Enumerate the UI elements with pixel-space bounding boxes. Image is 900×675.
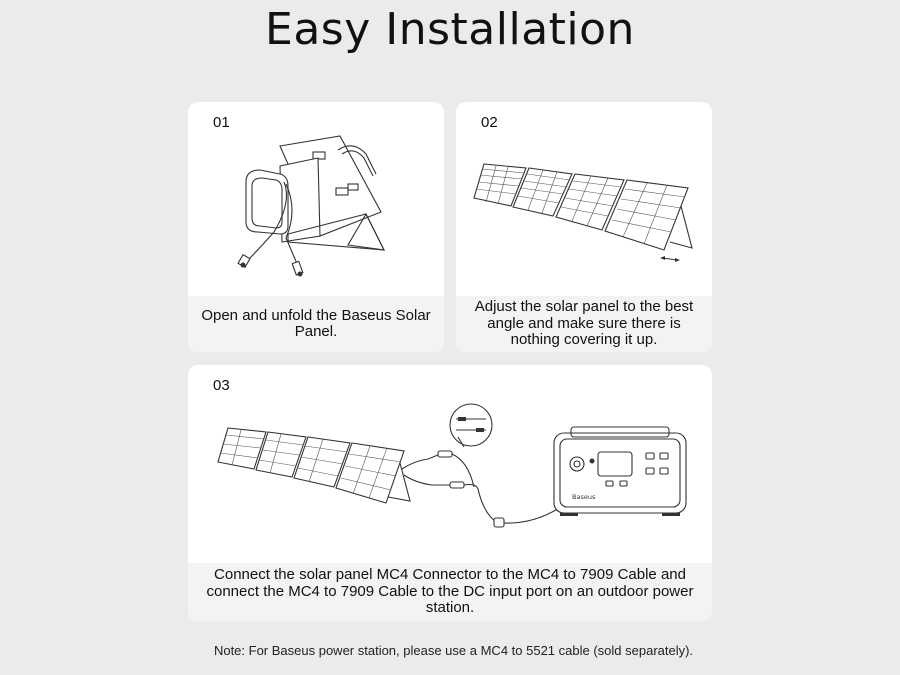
station-brand-label: Baseus — [572, 493, 596, 501]
step-caption: Adjust the solar panel to the best angle and make sure there is nothing covering it up. — [456, 296, 712, 352]
step-caption: Open and unfold the Baseus Solar Panel. — [188, 296, 444, 352]
step-caption: Connect the solar panel MC4 Connector to the MC4 to 7909 Cable and connect the MC4 to 7909 Cable to the DC input port on an outdoor power station. — [188, 563, 712, 621]
connect-power-station-illustration — [188, 365, 712, 563]
step-number: 02 — [481, 114, 498, 131]
step-card-1 — [188, 102, 444, 352]
page-title: Easy Installation — [265, 4, 635, 55]
adjust-angle-illustration — [456, 102, 712, 297]
unfold-panel-illustration — [188, 102, 444, 297]
step-number: 01 — [213, 114, 230, 131]
step-card-2 — [456, 102, 712, 352]
step-number: 03 — [213, 377, 230, 394]
step-card-3 — [188, 365, 712, 621]
footnote: Note: For Baseus power station, please use a MC4 to 5521 cable (sold separately). — [213, 643, 694, 658]
